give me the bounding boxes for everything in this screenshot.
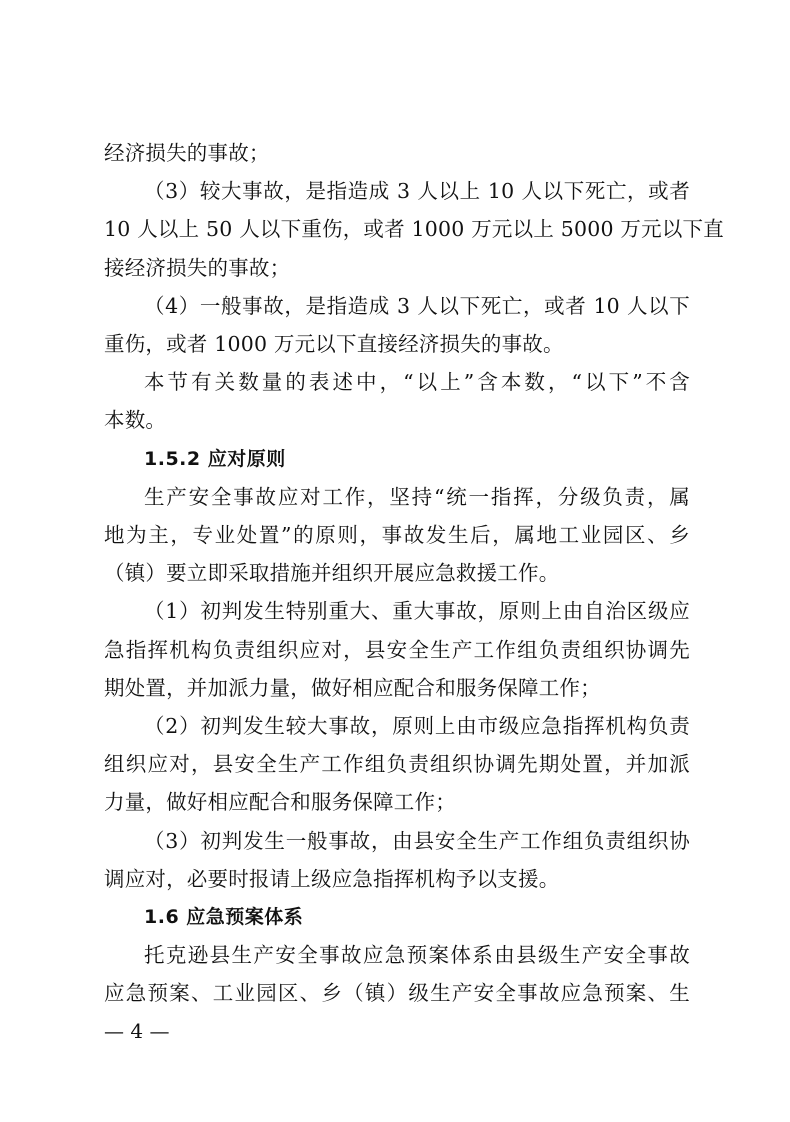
text-line: （4）一般事故，是指造成 3 人以下死亡，或者 10 人以下 (144, 293, 690, 318)
text-line: 经济损失的事故； (104, 141, 270, 165)
text-line: （3）初判发生一般事故，由县安全生产工作组负责组织协 (144, 828, 690, 853)
text-line: 10 人以上 50 人以下重伤，或者 1000 万元以上 5000 万元以下直 (104, 217, 724, 242)
page-number: — 4 — (104, 1019, 170, 1043)
text-line: （3）较大事故，是指造成 3 人以上 10 人以下死亡，或者 (144, 179, 690, 204)
text-line: 急指挥机构负责组织应对，县安全生产工作组负责组织协调先 (104, 637, 690, 662)
text-line: （2）初判发生较大事故，原则上由市级应急指挥机构负责 (144, 714, 690, 738)
text-line: 本数。 (104, 408, 167, 433)
text-line: 生产安全事故应对工作，坚持“统一指挥，分级负责，属 (144, 484, 690, 509)
section-heading: 1.6 应急预案体系 (144, 906, 304, 928)
section-heading: 1.5.2 应对原则 (144, 447, 286, 470)
text-line: 地为主，专业处置”的原则，事故发生后，属地工业园区、乡 (104, 523, 690, 547)
text-line: 重伤，或者 1000 万元以下直接经济损失的事故。 (104, 332, 564, 356)
text-line: 调应对，必要时报请上级应急指挥机构予以支援。 (104, 866, 560, 891)
text-line: 期处置，并加派力量，做好相应配合和服务保障工作； (104, 675, 601, 700)
text-line: （1）初判发生特别重大、重大事故，原则上由自治区级应 (144, 599, 690, 624)
text-line: 本节有关数量的表述中，“以上”含本数，“以下”不含 (144, 370, 690, 395)
text-line: 力量，做好相应配合和服务保障工作； (104, 790, 456, 815)
text-line: 组织应对，县安全生产工作组负责组织协调先期处置，并加派 (104, 752, 690, 777)
text-line: 应急预案、工业园区、乡（镇）级生产安全事故应急预案、生 (104, 981, 690, 1006)
text-line: 接经济损失的事故； (104, 255, 291, 280)
text-line: （镇）要立即采取措施并组织开展应急救援工作。 (104, 561, 560, 586)
text-line: 托克逊县生产安全事故应急预案体系由县级生产安全事故 (144, 943, 690, 968)
